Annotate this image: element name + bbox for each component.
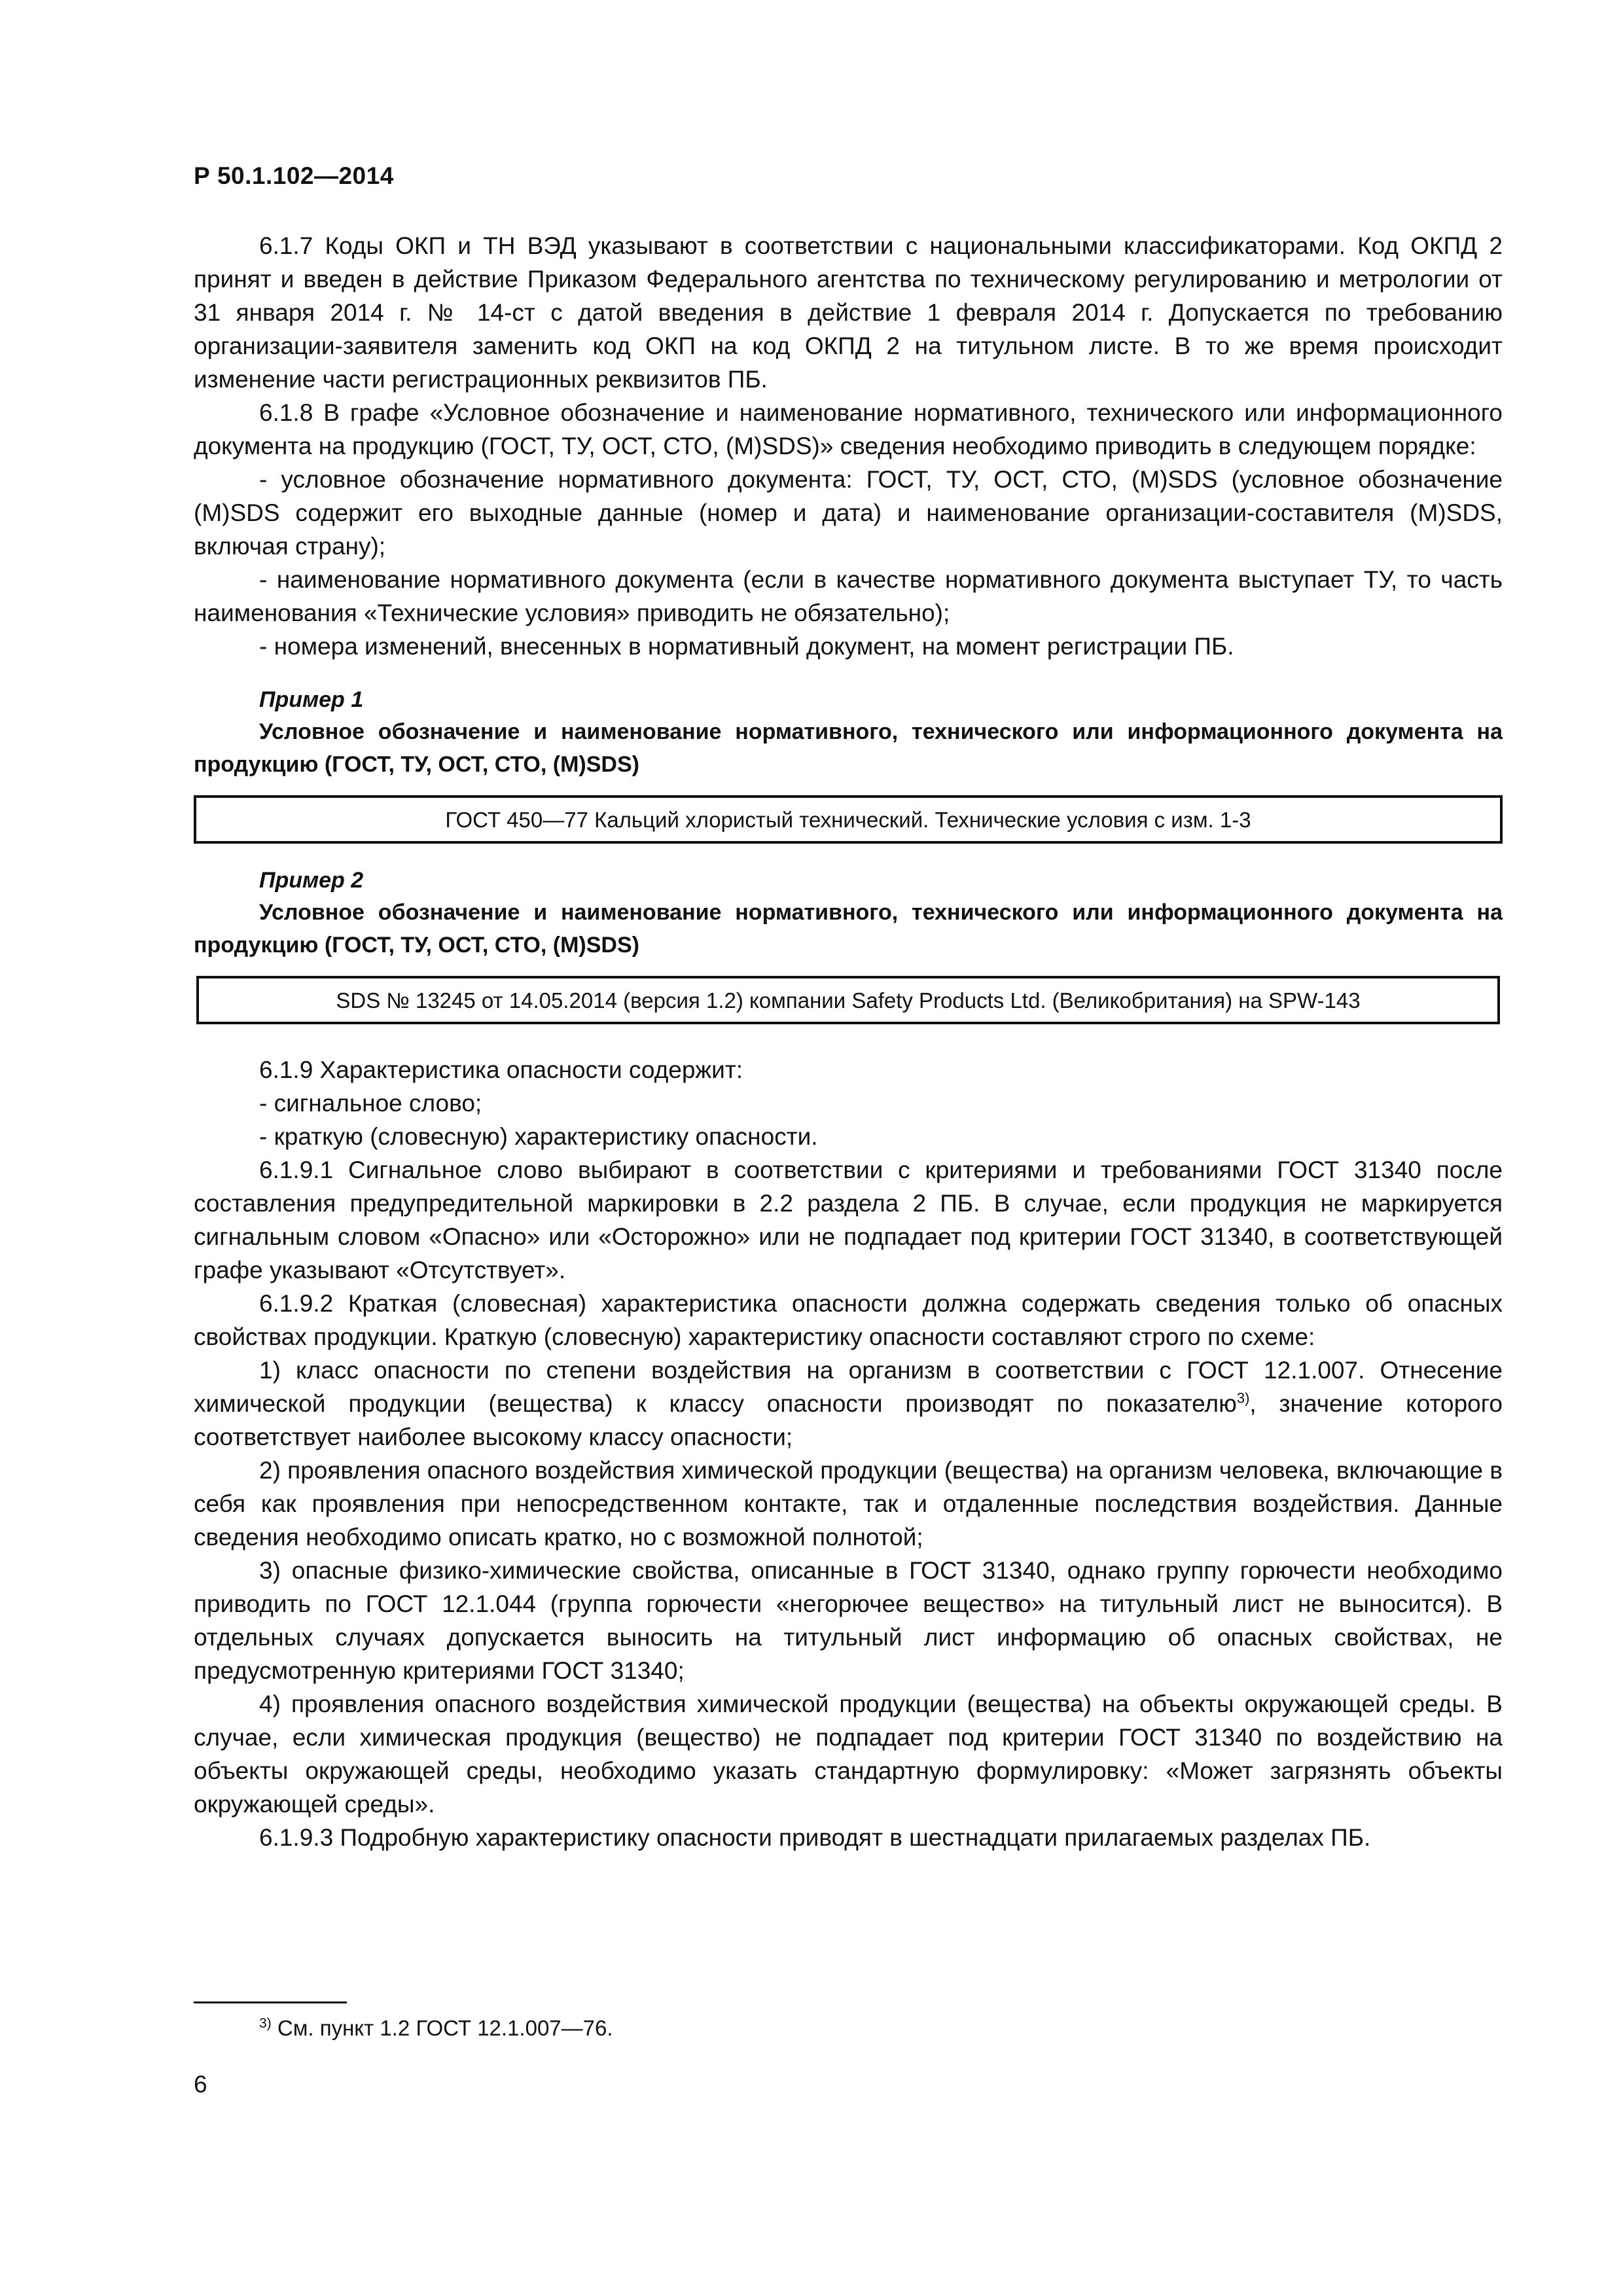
list-item: - краткую (словесную) характеристику опасности.: [259, 1123, 818, 1150]
example-1-title: Пример 1: [259, 687, 364, 712]
paragraph-6-1-7: 6.1.7 Коды ОКП и ТН ВЭД указывают в соответствии с национальными классификаторами. Код ОКПД 2 принят и введен в действие Приказом Федерального агентства по техническому регулированию и метрологии от 31 января 2014 г. № 14-ст с датой введения в действие 1 февраля 2014 г. Допускается по требованию организации-заявителя заменить код ОКП на код ОКПД 2 на титульном листе. В то же время происходит изменение части регистрационных реквизитов ПБ.: [194, 232, 1503, 393]
document-body: [194, 229, 1503, 1854]
footnote-divider: [194, 2001, 347, 2003]
example-1-caption: Условное обозначение и наименование нормативного, технического или информационного документа на продукцию (ГОСТ, ТУ, ОСТ, СТО, (M)SDS): [194, 719, 1503, 777]
list-item: 4) проявления опасного воздействия химической продукции (вещества) на объекты окружающей среды. В случае, если химическая продукция (вещество) не подпадает под критерии ГОСТ 31340 по воздействию на объекты окружающей среды, необходимо указать стандартную формулировку: «Может загрязнять объекты окружающей среды».: [194, 1691, 1503, 1818]
example-2-caption: Условное обозначение и наименование нормативного, технического или информационного документа на продукцию (ГОСТ, ТУ, ОСТ, СТО, (M)SDS): [194, 900, 1503, 958]
document-code-header: Р 50.1.102—2014: [194, 162, 394, 189]
list-item: 3) опасные физико-химические свойства, описанные в ГОСТ 31340, однако группу горючести необходимо приводить по ГОСТ 12.1.044 (группа горючести «негорючее вещество» на титульный лист не выносится). В отдельных случаях допускается выносить на титульный лист информацию об опасных свойствах, не предусмотренную критериями ГОСТ 31340;: [194, 1557, 1503, 1684]
page-number: 6: [194, 2071, 207, 2098]
footnote-reference: 3): [1236, 1390, 1250, 1407]
paragraph-6-1-9-2: 6.1.9.2 Краткая (словесная) характеристика опасности должна содержать сведения только об опасных свойствах продукции. Краткую (словесную) характеристику опасности составляют строго по схеме:: [194, 1290, 1503, 1350]
example-2-box: [196, 976, 1500, 1024]
footnote: [259, 2013, 613, 2043]
list-item: [194, 1354, 1503, 1454]
paragraph-6-1-9-1: 6.1.9.1 Сигнальное слово выбирают в соответствии с критериями и требованиями ГОСТ 31340 после составления предупредительной маркировки в 2.2 раздела 2 ПБ. В случае, если продукция не маркируется сигнальным словом «Опасно» или «Осторожно» или не подпадает под критерии ГОСТ 31340, в соответствующей графе указывают «Отсутствует».: [194, 1157, 1503, 1283]
document-page: [194, 0, 1503, 2296]
list-item: - условное обозначение нормативного документа: ГОСТ, ТУ, ОСТ, СТО, (M)SDS (условное обозначение (M)SDS содержит его выходные данные (номер и дата) и наименование организации-составителя (M)SDS, включая страну);: [194, 466, 1503, 560]
paragraph-6-1-9-3: 6.1.9.3 Подробную характеристику опасности приводят в шестнадцати прилагаемых разделах ПБ.: [259, 1824, 1371, 1851]
list-item: - номера изменений, внесенных в нормативный документ, на момент регистрации ПБ.: [259, 633, 1234, 660]
list-item: - сигнальное слово;: [259, 1090, 482, 1117]
footnote-mark: 3): [259, 2016, 272, 2031]
example-2-box-text: SDS № 13245 от 14.05.2014 (версия 1.2) компании Safety Products Ltd. (Великобритания) на SPW-143: [336, 988, 1361, 1013]
footnote-text: См. пункт 1.2 ГОСТ 12.1.007—76.: [277, 2016, 613, 2040]
list-item-text: , значение которого соответствует наиболее высокому классу опасности;: [194, 1390, 1503, 1450]
paragraph-6-1-9: 6.1.9 Характеристика опасности содержит:: [259, 1056, 743, 1083]
example-2-title: Пример 2: [259, 868, 364, 893]
example-1-box: [194, 795, 1503, 844]
list-item: - наименование нормативного документа (если в качестве нормативного документа выступает ТУ, то часть наименования «Технические условия» приводить не обязательно);: [194, 566, 1503, 626]
paragraph-6-1-8: 6.1.8 В графе «Условное обозначение и наименование нормативного, технического или информационного документа на продукцию (ГОСТ, ТУ, ОСТ, СТО, (M)SDS)» сведения необходимо приводить в следующем порядке:: [194, 399, 1503, 459]
list-item-text: 1) класс опасности по степени воздействия на организм в соответствии с ГОСТ 12.1.007. Отнесение химической продукции (вещества) к классу опасности производят по показателю: [194, 1357, 1503, 1417]
example-1-box-text: ГОСТ 450—77 Кальций хлористый технический. Технические условия с изм. 1-3: [445, 807, 1251, 832]
list-item: 2) проявления опасного воздействия химической продукции (вещества) на организм человека, включающие в себя как проявления при непосредственном контакте, так и отдаленные последствия воздействия. Данные сведения необходимо описать кратко, но с возможной полнотой;: [194, 1457, 1503, 1551]
